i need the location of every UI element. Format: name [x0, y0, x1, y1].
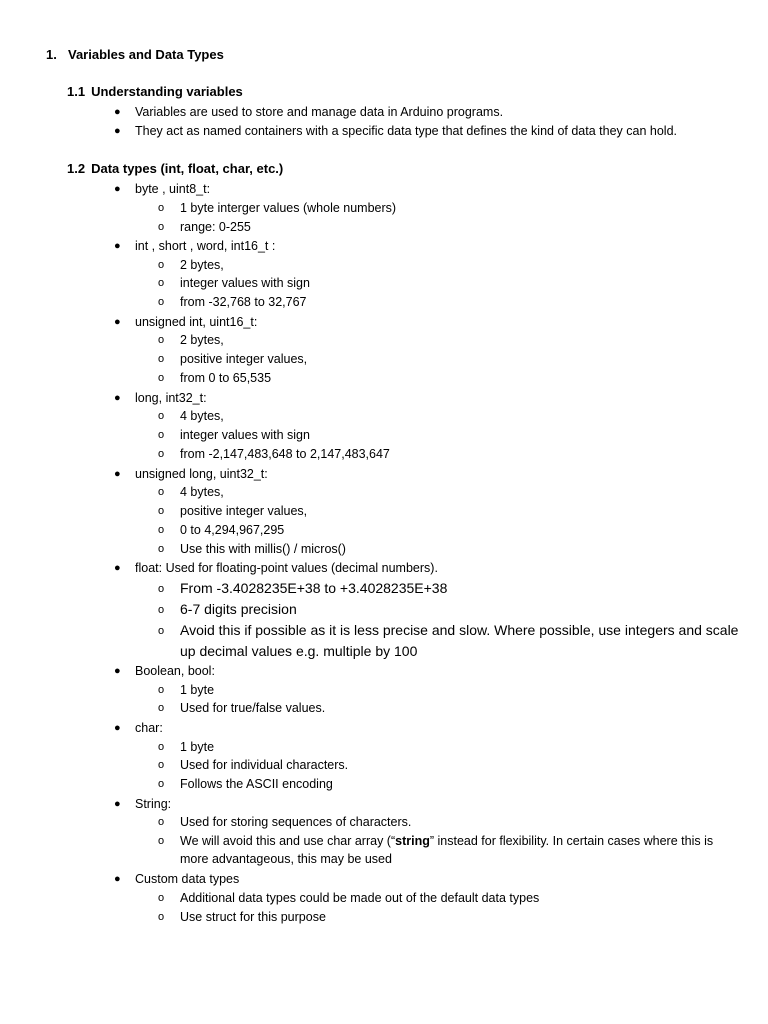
sub-bullet-marker: o	[158, 741, 165, 753]
sub-bullet-marker: o	[158, 296, 165, 308]
list-item: Boolean, bool:	[135, 664, 215, 678]
subsection-number: 1.1	[67, 84, 86, 99]
sub-list-item: Used for true/false values.	[180, 701, 326, 715]
sub-list-item: 6-7 digits precision	[180, 601, 297, 617]
sub-list-item: positive integer values,	[180, 504, 308, 518]
sub-bullet-marker: o	[158, 410, 165, 422]
heading-number: 1.	[46, 47, 57, 62]
sub-list-item: 2 bytes,	[180, 333, 224, 347]
sub-list-item: 4 bytes,	[180, 409, 224, 423]
subsection-title: Understanding variables	[91, 84, 243, 99]
sub-bullet-marker: o	[158, 684, 165, 696]
bullet-marker: ●	[114, 240, 121, 252]
sub-bullet-marker: o	[158, 259, 165, 271]
list-item: float: Used for floating-point values (decimal numbers).	[135, 561, 438, 575]
subsection-number: 1.2	[67, 161, 86, 176]
list-item: unsigned int, uint16_t:	[135, 315, 258, 329]
sub-list-item: from 0 to 65,535	[180, 371, 272, 385]
list-item: char:	[135, 721, 163, 735]
sub-list-item: integer values with sign	[180, 276, 310, 290]
bullet-marker: ●	[114, 316, 121, 328]
sub-bullet-marker: o	[158, 835, 165, 847]
subsection-title: Data types (int, float, char, etc.)	[91, 161, 284, 176]
sub-list-item: positive integer values,	[180, 352, 308, 366]
subsection-heading-1-2	[67, 161, 283, 176]
sub-bullet-marker: o	[158, 583, 165, 595]
bullet-marker: ●	[114, 665, 121, 677]
list-item: byte , uint8_t:	[135, 182, 211, 196]
sub-bullet-marker: o	[158, 702, 165, 714]
bullet-marker: ●	[114, 106, 121, 118]
sub-bullet-marker: o	[158, 277, 165, 289]
sub-bullet-marker: o	[158, 353, 165, 365]
sub-bullet-marker: o	[158, 778, 165, 790]
list-item: Variables are used to store and manage data in Arduino programs.	[135, 105, 504, 119]
section-heading	[46, 47, 224, 62]
sub-list-item: Use this with millis() / micros()	[180, 542, 346, 556]
sub-bullet-marker: o	[158, 759, 165, 771]
sub-list-item: integer values with sign	[180, 428, 310, 442]
sub-list-item: 1 byte	[180, 683, 215, 697]
sub-list-item: Avoid this if possible as it is less precise and slow. Where possible, use integers and scale up decimal values e.g. multiple by 100	[180, 622, 739, 659]
sub-list-item: range: 0-255	[180, 220, 251, 234]
bullet-marker: ●	[114, 392, 121, 404]
sub-bullet-marker: o	[158, 816, 165, 828]
bullet-marker: ●	[114, 798, 121, 810]
sub-list-item: Follows the ASCII encoding	[180, 777, 333, 791]
sub-list-item: From -3.4028235E+38 to +3.4028235E+38	[180, 580, 448, 596]
sub-list-item: 2 bytes,	[180, 258, 224, 272]
bullet-marker: ●	[114, 125, 121, 137]
bullet-marker: ●	[114, 873, 121, 885]
sub-bullet-marker: o	[158, 625, 165, 637]
list-item: unsigned long, uint32_t:	[135, 467, 268, 481]
sub-bullet-marker: o	[158, 486, 165, 498]
sub-bullet-marker: o	[158, 372, 165, 384]
bullet-marker: ●	[114, 183, 121, 195]
string-note-bold: string	[395, 834, 430, 848]
bullet-marker: ●	[114, 468, 121, 480]
sub-list-item: from -2,147,483,648 to 2,147,483,647	[180, 447, 390, 461]
sub-list-item: 1 byte	[180, 740, 215, 754]
sub-list-item: 1 byte interger values (whole numbers)	[180, 201, 397, 215]
sub-list-item: Additional data types could be made out of the default data types	[180, 891, 540, 905]
sub-bullet-marker: o	[158, 543, 165, 555]
sub-bullet-marker: o	[158, 911, 165, 923]
sub-bullet-marker: o	[158, 202, 165, 214]
list-item: int , short , word, int16_t :	[135, 239, 276, 253]
list-item: They act as named containers with a specific data type that defines the kind of data they can hold.	[135, 124, 677, 138]
sub-bullet-marker: o	[158, 524, 165, 536]
bullet-marker: ●	[114, 562, 121, 574]
sub-bullet-marker: o	[158, 892, 165, 904]
sub-list-item: 0 to 4,294,967,295	[180, 523, 285, 537]
sub-bullet-marker: o	[158, 505, 165, 517]
sub-list-item: Used for individual characters.	[180, 758, 349, 772]
heading-title: Variables and Data Types	[68, 47, 224, 62]
sub-list-item: Use struct for this purpose	[180, 910, 326, 924]
sub-bullet-marker: o	[158, 604, 165, 616]
sub-list-item-string-note	[180, 832, 740, 868]
string-note-suffix: ” instead for flexibility. In certain cases where this is more advantageous, this may be used	[180, 834, 714, 866]
string-note-prefix: We will avoid this and use char array (“	[180, 834, 396, 848]
sub-bullet-marker: o	[158, 334, 165, 346]
sub-list-item: 4 bytes,	[180, 485, 224, 499]
list-item: long, int32_t:	[135, 391, 207, 405]
sub-list-item: from -32,768 to 32,767	[180, 295, 307, 309]
list-item: Custom data types	[135, 872, 240, 886]
sub-bullet-marker: o	[158, 429, 165, 441]
list-item: String:	[135, 797, 172, 811]
sub-bullet-marker: o	[158, 448, 165, 460]
sub-list-item: Used for storing sequences of characters.	[180, 815, 412, 829]
sub-bullet-marker: o	[158, 221, 165, 233]
subsection-heading-1-1	[67, 84, 243, 99]
bullet-marker: ●	[114, 722, 121, 734]
